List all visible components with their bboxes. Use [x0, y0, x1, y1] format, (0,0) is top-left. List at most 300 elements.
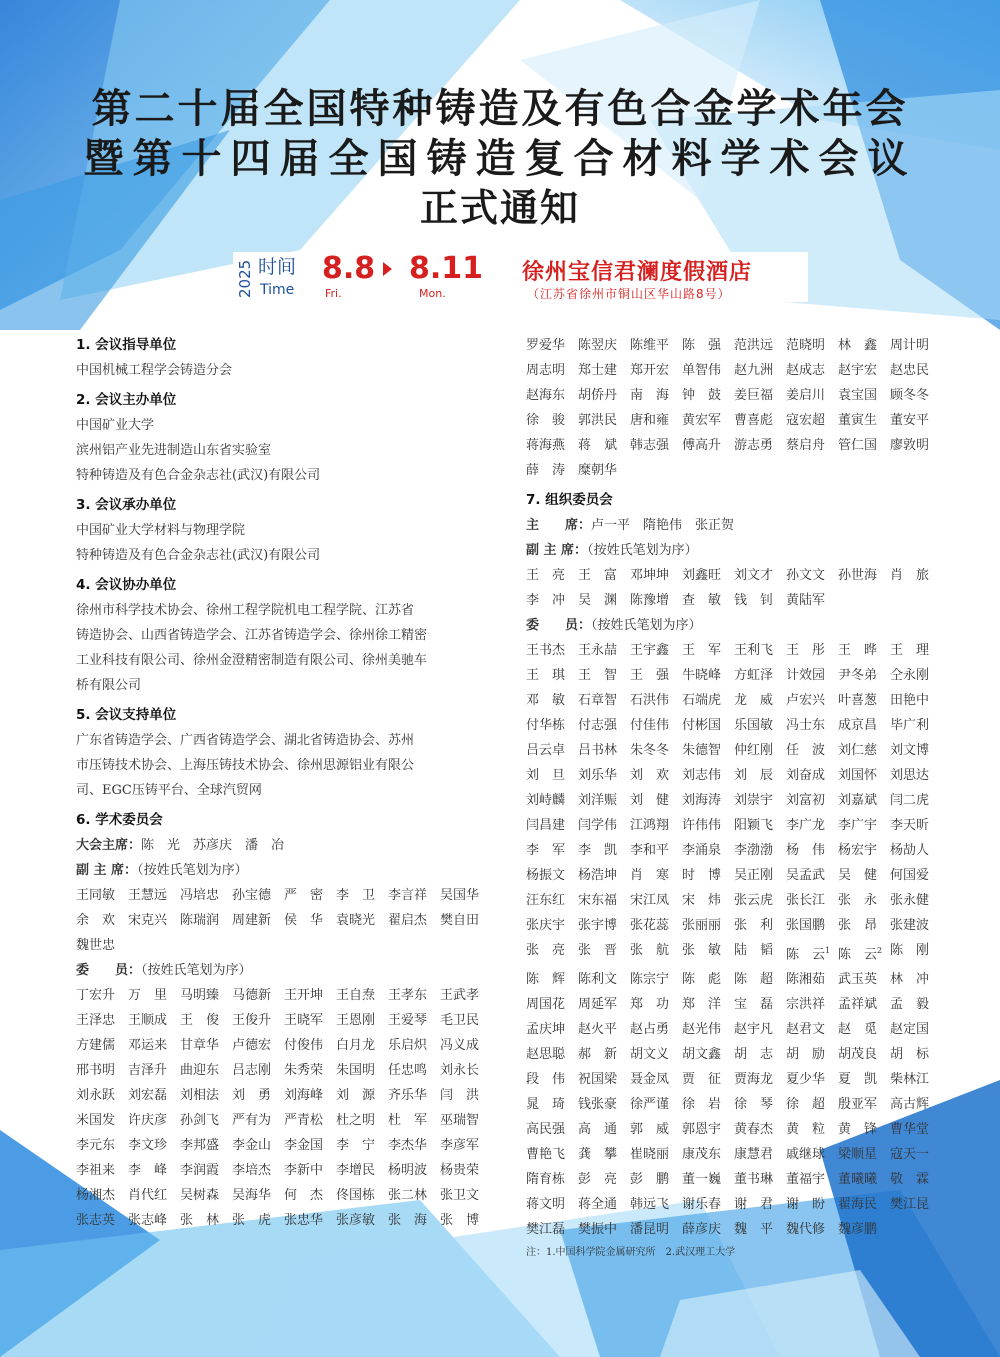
person-name: 李 凯	[578, 843, 618, 858]
person-name: 肖代红	[128, 1188, 168, 1203]
person-name: 吕书林	[578, 743, 618, 758]
person-name: 李涌泉	[682, 843, 722, 858]
section-3-heading: 3. 会议承办单位	[76, 497, 177, 513]
title-block	[0, 84, 1000, 232]
person-name: 王自焘	[336, 988, 376, 1003]
person-name: 张志英	[76, 1213, 116, 1228]
person-name: 邓坤坤	[630, 568, 670, 583]
person-name: 王 晔	[838, 643, 878, 658]
person-name: 郭恩宇	[682, 1122, 722, 1138]
person-name: 王宇鑫	[630, 643, 670, 658]
person-name: 张丽丽	[682, 918, 722, 933]
person-name: 郝 新	[578, 1047, 618, 1063]
person-name: 蒋海燕	[526, 438, 566, 453]
person-name: 何 杰	[284, 1188, 324, 1203]
person-name: 刘 辰	[734, 768, 774, 783]
academic-member-row	[76, 958, 496, 983]
person-name: 张 敏	[682, 943, 722, 958]
person-name: 刘永跃	[76, 1088, 116, 1103]
person-name: 贾海龙	[734, 1072, 774, 1088]
person-name: 王利飞	[734, 643, 774, 658]
person-name: 赵海东	[526, 388, 566, 403]
text-line: 中国矿业大学	[76, 418, 155, 433]
person-name: 成京昌	[838, 718, 878, 733]
person-name: 李元东	[76, 1138, 116, 1153]
person-name: 李彦军	[440, 1138, 480, 1153]
person-name: 万 里	[128, 988, 168, 1003]
person-name: 李文珍	[128, 1138, 168, 1153]
person-name: 林 鑫	[838, 338, 878, 353]
time-label-cn: 时间	[258, 256, 297, 278]
person-name: 杨劼人	[890, 843, 930, 858]
person-name: 周国花	[526, 997, 566, 1013]
person-name: 刘 健	[630, 793, 670, 808]
person-name: 钱张豪	[578, 1097, 618, 1113]
person-name: 钱 钊	[734, 593, 774, 608]
person-name: 南 海	[630, 388, 670, 403]
person-name: 陈湘茹	[786, 972, 826, 988]
person-name: 石洪伟	[630, 693, 670, 708]
person-name: 彭 鹏	[630, 1172, 670, 1188]
person-name: 江鸿翔	[630, 818, 670, 833]
section-2-lines	[76, 413, 496, 488]
person-name: 叶喜葱	[838, 693, 878, 708]
person-name: 曹华堂	[890, 1122, 930, 1138]
person-name: 马德新	[232, 988, 272, 1003]
person-name: 张建波	[890, 918, 930, 933]
person-name: 严青松	[284, 1113, 324, 1128]
person-name: 张 林	[180, 1213, 220, 1228]
person-name: 乐国敏	[734, 718, 774, 733]
person-name: 刘崇宇	[734, 793, 774, 808]
person-name: 单智伟	[682, 363, 722, 378]
person-name: 黄 锋	[838, 1122, 878, 1138]
person-name: 武玉英	[838, 972, 878, 988]
person-name: 郑 洋	[682, 997, 722, 1013]
person-name: 石端虎	[682, 693, 722, 708]
text-line: 市压铸技术协会、上海压铸技术协会、徐州思源铝业有限公	[76, 758, 415, 773]
chair-names: 卢一平 隋艳伟 张正贺	[591, 518, 735, 533]
person-name: 王慧远	[128, 888, 168, 903]
person-name: 张云虎	[734, 893, 774, 908]
person-name: 李邦盛	[180, 1138, 220, 1153]
person-name: 张彦敏	[336, 1213, 376, 1228]
venue-name: 徐州宝信君澜度假酒店	[522, 260, 753, 285]
person-name: 周计明	[890, 338, 930, 353]
end-weekday: Mon.	[419, 287, 446, 300]
person-name: 魏世忠	[76, 938, 116, 953]
text-line: 广东省铸造学会、广西省铸造学会、湖北省铸造协会、苏州	[76, 733, 415, 748]
person-name: 魏彦鹏	[838, 1222, 878, 1238]
person-name: 毛卫民	[440, 1013, 480, 1028]
venue-address: （江苏省徐州市铜山区华山路8号）	[527, 287, 731, 301]
academic-member-names	[76, 983, 496, 1233]
person-name: 赵光伟	[682, 1022, 722, 1038]
person-name: 柴林江	[890, 1072, 930, 1088]
role-label: 副 主 席：	[76, 863, 138, 878]
person-name: 李培杰	[232, 1163, 272, 1178]
person-name: 齐乐华	[388, 1088, 428, 1103]
person-name: 谢 君	[734, 1197, 774, 1213]
person-name: 严 密	[284, 888, 324, 903]
person-name: 米国发	[76, 1113, 116, 1128]
chair-names: 陈 光 苏彦庆 潘 冶	[141, 838, 285, 853]
person-name: 董安平	[890, 413, 930, 428]
person-name: 王永喆	[578, 643, 618, 658]
person-name: 张忠华	[284, 1213, 324, 1228]
person-name: 刘峙麟	[526, 793, 566, 808]
person-name: 孟 毅	[890, 997, 930, 1013]
person-name: 黄春杰	[734, 1122, 774, 1138]
person-name: 王 彤	[786, 643, 826, 658]
person-name: 王书杰	[526, 643, 566, 658]
person-name: 冯义成	[440, 1038, 480, 1053]
person-name: 徐 琴	[734, 1097, 774, 1113]
person-name: 樊自田	[440, 913, 480, 928]
person-name: 马明臻	[180, 988, 220, 1003]
person-name: 崔晓丽	[630, 1147, 670, 1163]
person-name: 梁顺星	[838, 1147, 878, 1163]
person-name: 魏代修	[786, 1222, 826, 1238]
person-name: 赵忠民	[890, 363, 930, 378]
person-name: 刘海涛	[682, 793, 722, 808]
person-name: 廖敦明	[890, 438, 930, 453]
person-name: 闫二虎	[890, 793, 930, 808]
person-name: 任忠鸣	[388, 1063, 428, 1078]
section-1-lines	[76, 358, 496, 383]
academic-chairs-row	[76, 833, 496, 858]
person-name: 王 强	[630, 668, 670, 683]
person-name: 宋克兴	[128, 913, 168, 928]
person-name: 吉泽升	[128, 1063, 168, 1078]
person-name: 方虹泽	[734, 668, 774, 683]
person-name: 朱国明	[336, 1063, 376, 1078]
person-name: 吴树森	[180, 1188, 220, 1203]
academic-vice-names	[76, 883, 496, 958]
person-name: 夏少华	[786, 1072, 826, 1088]
person-name: 董寅生	[838, 413, 878, 428]
person-name: 胡 励	[786, 1047, 826, 1063]
text-line: 桥有限公司	[76, 678, 142, 693]
person-name: 邓运来	[128, 1038, 168, 1053]
person-name: 张二林	[388, 1188, 428, 1203]
person-name: 隋育栋	[526, 1172, 566, 1188]
person-name: 李润霞	[180, 1163, 220, 1178]
footnote: 注：1.中国科学院金属研究所 2.武汉理工大学	[526, 1247, 736, 1259]
person-name: 刘文博	[890, 743, 930, 758]
person-name: 傅高升	[682, 438, 722, 453]
person-name: 付彬国	[682, 718, 722, 733]
person-name: 李和平	[630, 843, 670, 858]
person-name: 方建儒	[76, 1038, 116, 1053]
person-name: 陆 韬	[734, 943, 774, 958]
org-chairs-row	[526, 513, 946, 538]
person-name: 徐 岩	[682, 1097, 722, 1113]
person-name: 贾 征	[682, 1072, 722, 1088]
person-name: 聂金凤	[630, 1072, 670, 1088]
person-name: 彭 亮	[578, 1172, 618, 1188]
person-name: 陈 云$^1$	[786, 946, 831, 963]
person-name: 郑开宏	[630, 363, 670, 378]
person-name: 乐启炽	[388, 1038, 428, 1053]
person-name: 刘志伟	[682, 768, 722, 783]
person-name: 龚 攀	[578, 1147, 618, 1163]
person-name: 刘嘉斌	[838, 793, 878, 808]
person-name: 冯培忠	[180, 888, 220, 903]
person-name: 孙宝德	[232, 888, 272, 903]
person-name: 朱秀荣	[284, 1063, 324, 1078]
person-name: 赵君文	[786, 1022, 826, 1038]
order-note: （按姓氏笔划为序）	[587, 543, 698, 558]
person-name: 杨振文	[526, 868, 566, 883]
person-name: 李言祥	[388, 888, 428, 903]
person-name: 陈利文	[578, 972, 618, 988]
person-name: 段 伟	[526, 1072, 566, 1088]
text-line: 特种铸造及有色合金杂志社(武汉)有限公司	[76, 548, 321, 563]
person-name: 甘章华	[180, 1038, 220, 1053]
person-name: 林 冲	[890, 972, 930, 988]
org-vice-names	[526, 563, 946, 613]
person-name: 徐 超	[786, 1097, 826, 1113]
person-name: 计效园	[786, 668, 826, 683]
person-name: 严有为	[232, 1113, 272, 1128]
person-name: 李增民	[336, 1163, 376, 1178]
person-name: 张国鹏	[786, 918, 826, 933]
person-name: 董福宇	[786, 1172, 826, 1188]
person-name: 刘国怀	[838, 768, 878, 783]
person-name: 冯士东	[786, 718, 826, 733]
section-5-lines	[76, 728, 496, 803]
person-name: 李 宁	[336, 1138, 376, 1153]
person-name: 刘 旦	[526, 768, 566, 783]
person-name: 李新中	[284, 1163, 324, 1178]
person-name: 龙 威	[734, 693, 774, 708]
person-name: 胡茂良	[838, 1047, 878, 1063]
person-name: 刘永长	[440, 1063, 480, 1078]
person-name: 宗洪祥	[786, 997, 826, 1013]
person-name: 钟 鼓	[682, 388, 722, 403]
section-5-heading: 5. 会议支持单位	[76, 707, 177, 723]
text-line: 中国机械工程学会铸造分会	[76, 363, 233, 378]
person-name: 李 军	[526, 843, 566, 858]
person-name: 寇天一	[890, 1147, 930, 1163]
person-name: 樊振中	[578, 1222, 618, 1238]
person-name: 丁宏升	[76, 988, 116, 1003]
person-name: 徐严谨	[630, 1097, 670, 1113]
person-name: 卢德宏	[232, 1038, 272, 1053]
person-name: 李 峰	[128, 1163, 168, 1178]
text-line: 特种铸造及有色合金杂志社(武汉)有限公司	[76, 468, 321, 483]
person-name: 董书琳	[734, 1172, 774, 1188]
person-name: 任 波	[786, 743, 826, 758]
text-line: 司、EGC压铸平台、全球汽贸网	[76, 783, 262, 798]
person-name: 赵 觅	[838, 1022, 878, 1038]
person-name: 寇宏超	[786, 413, 826, 428]
person-name: 巫瑞智	[440, 1113, 480, 1128]
person-name: 杨明波	[388, 1163, 428, 1178]
person-name: 刘洋赈	[578, 793, 618, 808]
order-note: （按姓氏笔划为序）	[591, 618, 702, 633]
person-name: 谢乐春	[682, 1197, 722, 1213]
person-name: 吴孟武	[786, 868, 826, 883]
person-name: 周建新	[232, 913, 272, 928]
person-name: 戚继球	[786, 1147, 826, 1163]
person-name: 罗爱华	[526, 338, 566, 353]
person-name: 陈翌庆	[578, 338, 618, 353]
start-weekday: Fri.	[325, 287, 342, 300]
person-name: 张花蕊	[630, 918, 670, 933]
person-name: 董曦曦	[838, 1172, 878, 1188]
person-name: 周延军	[578, 997, 618, 1013]
person-name: 杜之明	[336, 1113, 376, 1128]
person-name: 王顺成	[128, 1013, 168, 1028]
notice-title: 正式通知	[419, 185, 580, 230]
person-name: 宋 炜	[682, 893, 722, 908]
person-name: 胡 志	[734, 1047, 774, 1063]
left-column	[76, 333, 496, 1233]
year-label	[234, 254, 256, 300]
person-name: 胡侨丹	[578, 388, 618, 403]
section-1-heading: 1. 会议指导单位	[76, 337, 177, 353]
person-name: 赵占勇	[630, 1022, 670, 1038]
section-2-heading: 2. 会议主办单位	[76, 392, 177, 408]
person-name: 曹艳飞	[526, 1147, 566, 1163]
person-name: 张志峰	[128, 1213, 168, 1228]
person-name: 王 军	[682, 643, 722, 658]
person-name: 陈 云$^2$	[838, 946, 883, 963]
person-name: 黄宏军	[682, 413, 722, 428]
person-name: 刘奋成	[786, 768, 826, 783]
order-note: （按姓氏笔划为序）	[137, 863, 248, 878]
person-name: 孟祥斌	[838, 997, 878, 1013]
person-name: 顾冬冬	[890, 388, 930, 403]
person-name: 殷亚军	[838, 1097, 878, 1113]
person-name: 康茂东	[682, 1147, 722, 1163]
person-name: 曹喜彪	[734, 413, 774, 428]
person-name: 胡文鑫	[682, 1047, 722, 1063]
person-name: 付志强	[578, 718, 618, 733]
person-name: 邢书明	[76, 1063, 116, 1078]
person-name: 韩志强	[630, 438, 670, 453]
person-name: 仝永刚	[890, 668, 930, 683]
person-name: 李祖来	[76, 1163, 116, 1178]
person-name: 宝 磊	[734, 997, 774, 1013]
person-name: 刘宏磊	[128, 1088, 168, 1103]
person-name: 刘海峰	[284, 1088, 324, 1103]
person-name: 王开坤	[284, 988, 324, 1003]
person-name: 袁宝国	[838, 388, 878, 403]
person-name: 赵九洲	[734, 363, 774, 378]
footnote-marker: 1	[825, 946, 831, 955]
person-name: 余 欢	[76, 913, 116, 928]
person-name: 姜启川	[786, 388, 826, 403]
role-label: 大会主席：	[76, 838, 142, 853]
person-name: 陈 彪	[682, 972, 722, 988]
person-name: 陈维平	[630, 338, 670, 353]
text-line: 滨州铝产业先进制造山东省实验室	[76, 443, 272, 458]
person-name: 邓 敏	[526, 693, 566, 708]
person-name: 李杰华	[388, 1138, 428, 1153]
person-name: 张 亮	[526, 943, 566, 958]
person-name: 付佳伟	[630, 718, 670, 733]
person-name: 吕云卓	[526, 743, 566, 758]
person-name: 周志明	[526, 363, 566, 378]
person-name: 白月龙	[336, 1038, 376, 1053]
person-name: 时 博	[682, 868, 722, 883]
person-name: 肖 寒	[630, 868, 670, 883]
person-name: 刘仁慈	[838, 743, 878, 758]
person-name: 郑 功	[630, 997, 670, 1013]
person-name: 郭洪民	[578, 413, 618, 428]
person-name: 赵宇宏	[838, 363, 878, 378]
person-name: 谢 盼	[786, 1197, 826, 1213]
text-line: 铸造协会、山西省铸造学会、江苏省铸造学会、徐州徐工精密	[76, 628, 428, 643]
person-name: 王武孝	[440, 988, 480, 1003]
person-name: 董一巍	[682, 1172, 722, 1188]
person-name: 王晓军	[284, 1013, 324, 1028]
person-name: 肖 旅	[890, 568, 930, 583]
person-name: 杨 伟	[786, 843, 826, 858]
role-label: 主 席：	[526, 518, 592, 533]
org-member-names	[526, 638, 946, 1242]
person-name: 许庆彦	[128, 1113, 168, 1128]
person-name: 赵宇凡	[734, 1022, 774, 1038]
person-name: 杨宏宇	[838, 843, 878, 858]
person-name: 游志勇	[734, 438, 774, 453]
person-name: 唐和雍	[630, 413, 670, 428]
person-name: 李广龙	[786, 818, 826, 833]
person-name: 阳颖飞	[734, 818, 774, 833]
person-name: 尹冬弟	[838, 668, 878, 683]
person-name: 毕广利	[890, 718, 930, 733]
right-column	[526, 333, 946, 1262]
person-name: 夏 凯	[838, 1072, 878, 1088]
person-name: 汪东红	[526, 893, 566, 908]
person-name: 张 昂	[838, 918, 878, 933]
arrow-right-icon	[383, 262, 392, 276]
person-name: 王爱琴	[388, 1013, 428, 1028]
text-line: 徐州市科学技术协会、徐州工程学院机电工程学院、江苏省	[76, 603, 415, 618]
person-name: 卢宏兴	[786, 693, 826, 708]
person-name: 杨浩坤	[578, 868, 618, 883]
person-name: 徐 骏	[526, 413, 566, 428]
person-name: 黄陆军	[786, 593, 826, 608]
person-name: 王 理	[890, 643, 930, 658]
person-name: 李金国	[284, 1138, 324, 1153]
person-name: 李金山	[232, 1138, 272, 1153]
person-name: 张庆宇	[526, 918, 566, 933]
person-name: 吴国华	[440, 888, 480, 903]
person-name: 李渤渤	[734, 843, 774, 858]
person-name: 胡 标	[890, 1047, 930, 1063]
person-name: 赵成志	[786, 363, 826, 378]
person-name: 许伟伟	[682, 818, 722, 833]
person-name: 陈 刚	[890, 943, 930, 958]
person-name: 薛彦庆	[682, 1222, 722, 1238]
person-name: 刘文才	[734, 568, 774, 583]
person-name: 陈豫增	[630, 593, 670, 608]
person-name: 张宇博	[578, 918, 618, 933]
sub-title: 暨第十四届全国铸造复合材料学术会议	[83, 135, 917, 182]
person-name: 佟国栋	[336, 1188, 376, 1203]
person-name: 赵思聪	[526, 1047, 566, 1063]
order-note: （按姓氏笔划为序）	[141, 963, 252, 978]
person-name: 祝国梁	[578, 1072, 618, 1088]
academic-vice-row	[76, 858, 496, 883]
person-name: 敬 霖	[890, 1172, 930, 1188]
section-3-lines	[76, 518, 496, 568]
person-name: 陈瑞润	[180, 913, 220, 928]
